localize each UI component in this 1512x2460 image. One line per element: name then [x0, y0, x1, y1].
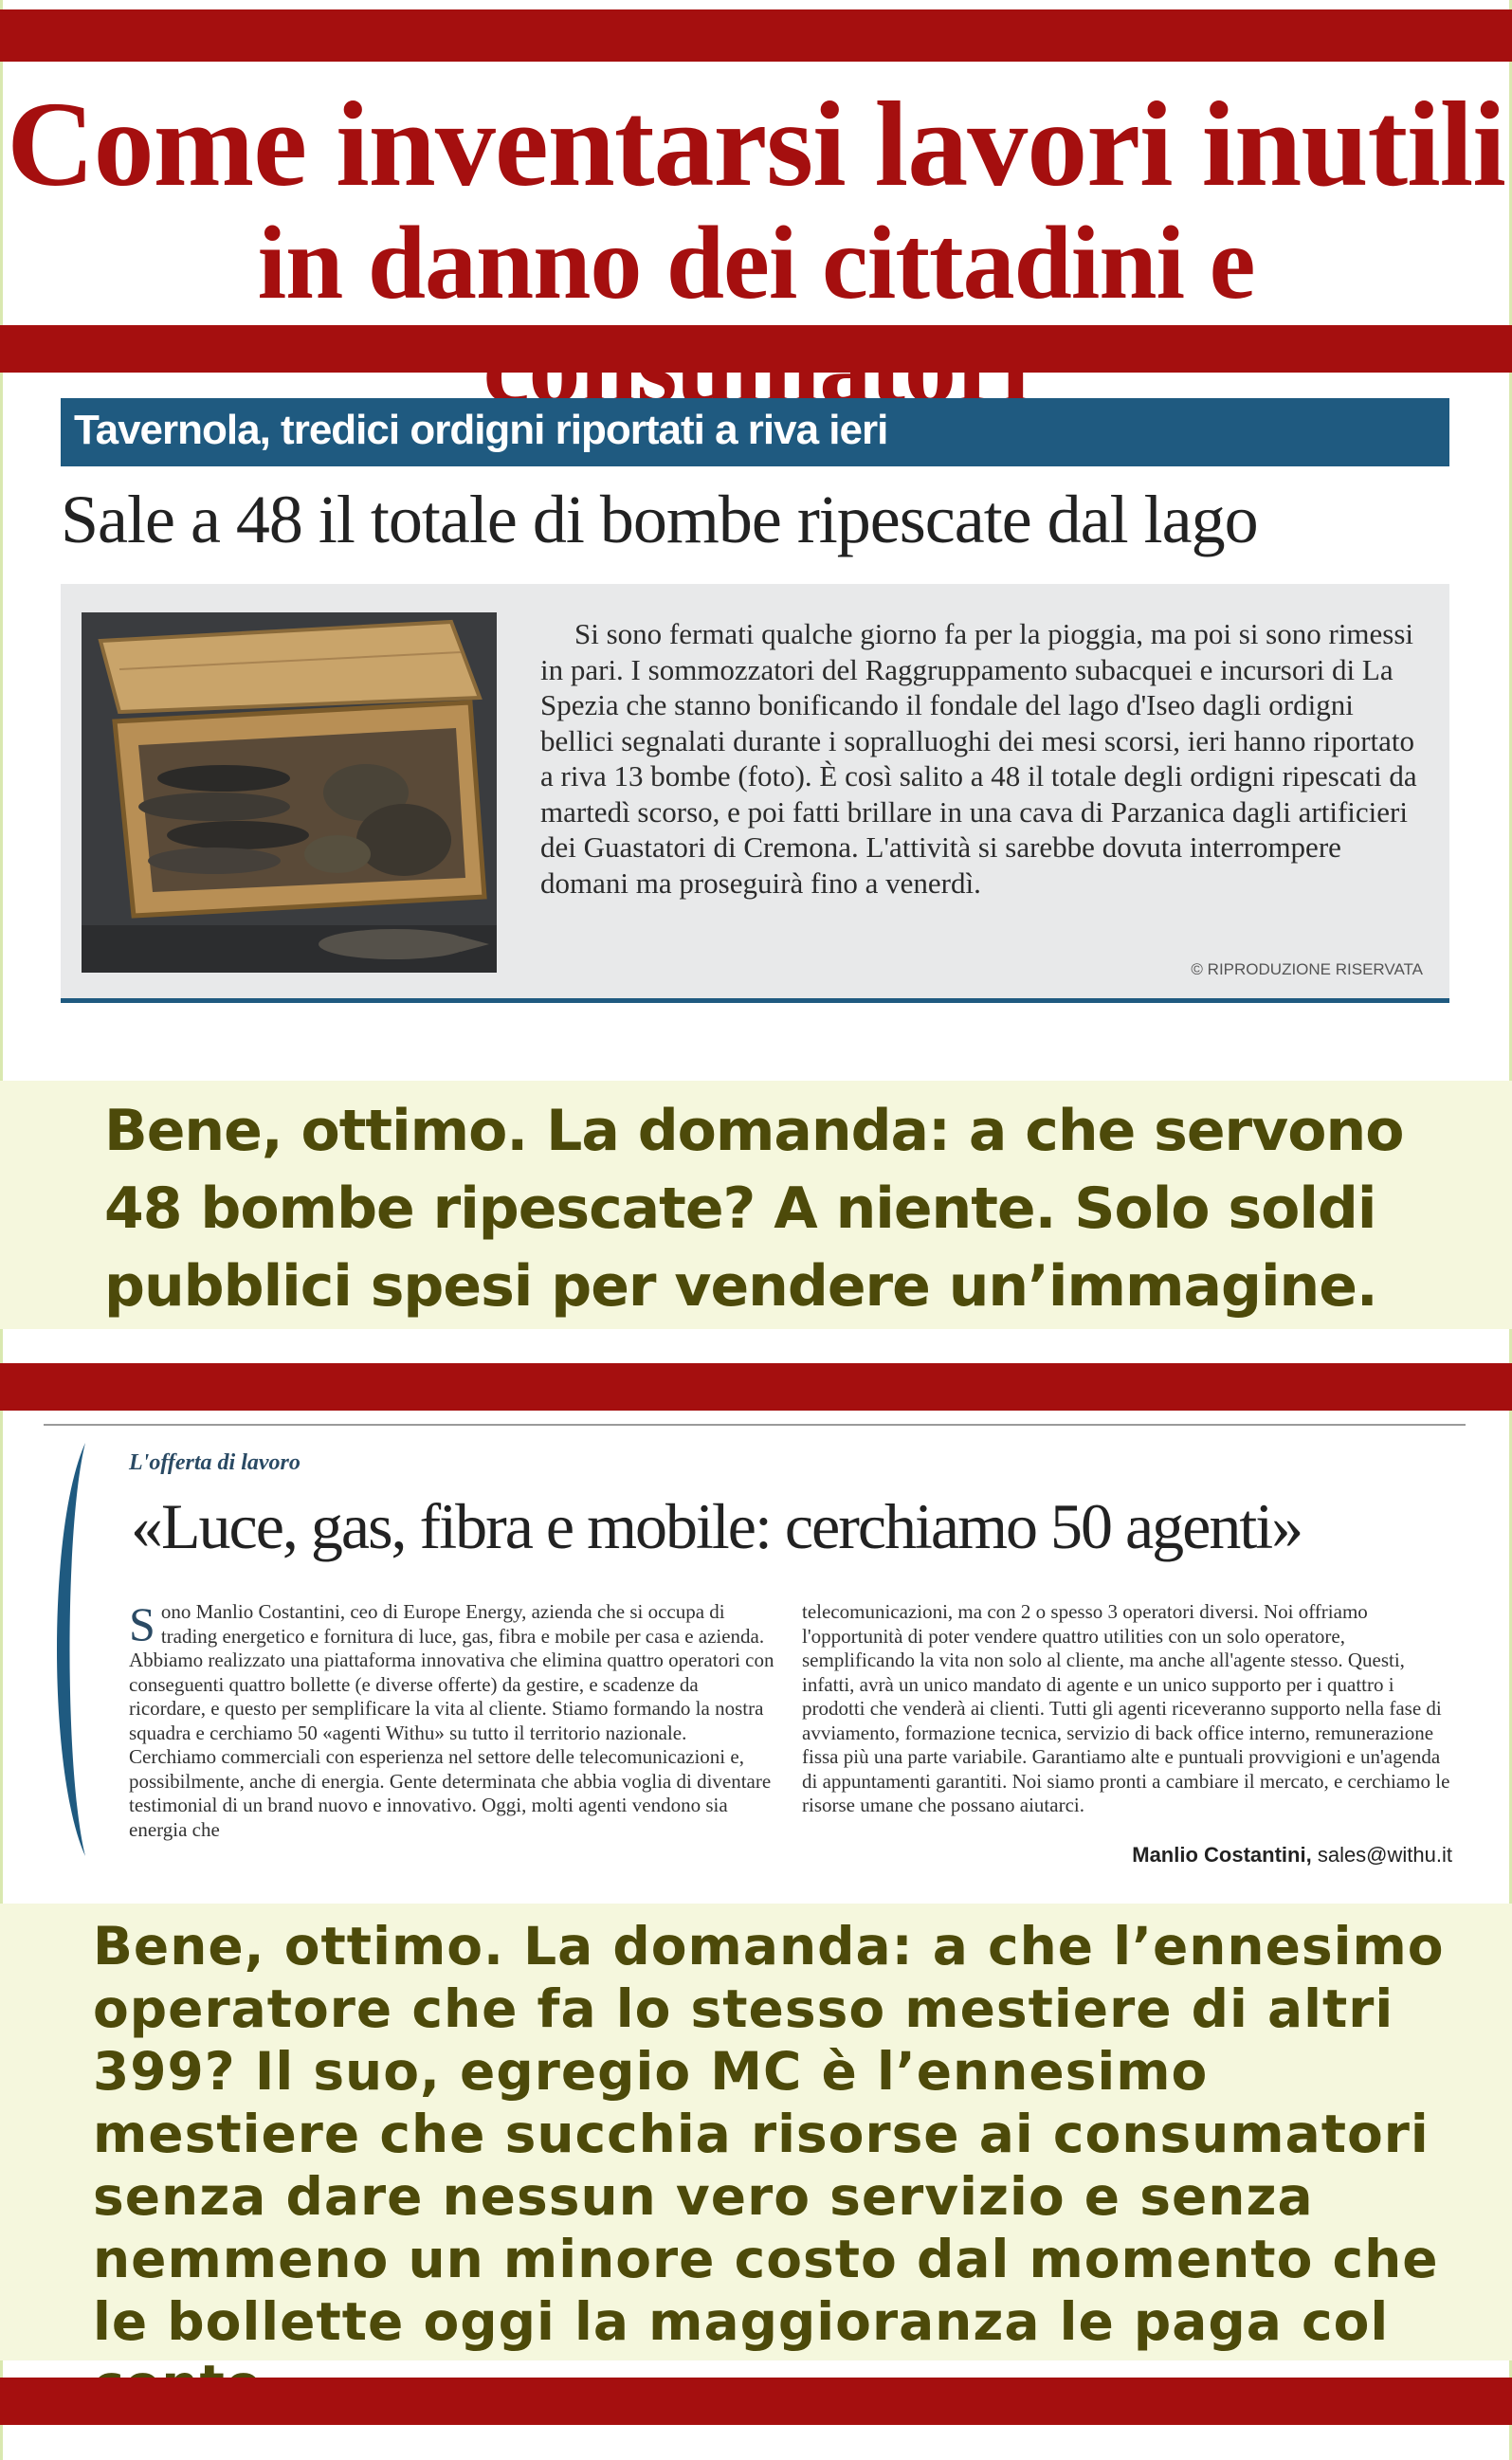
signature-email: sales@withu.it — [1317, 1843, 1452, 1867]
article2-dropcap: S — [129, 1597, 155, 1650]
comment2-text: Bene, ottimo. La domanda: a che l’ennesimo operatore che fa lo stesso mestiere di altri 399? Il suo, egregio MC è l’ennesimo mestiere che succhia risorse ai consumatori senza dare nessun vero servizio e senza nemmeno un minore costo dal momento che le bollette oggi la maggioranza le paga col — [93, 1916, 1445, 2352]
box-of-bombs-image — [82, 612, 497, 973]
article1-body: Si sono fermati qualche giorno fa per la pioggia, ma poi si sono rimessi in pari. I sommozzatori del Raggruppamento subacquei e incursori di La Spezia che stanno bonificando il fondale del lago d'Iseo dagli ordigni bellici segnalati durante i sopralluoghi dei mesi scorsi, ieri hanno riportato a riva 13 bombe (foto). È così salito a 48 il totale degli ordigni ripescati da martedì scorso, e poi fatti brillare in una cava di Parzanica dagli artificieri dei Guastatori di Cremona. L'attività si sarebbe dovuta interrompere domani ma proseguirà fino a venerdì. — [540, 617, 1417, 900]
article1-box — [61, 584, 1449, 1003]
article1-photo — [82, 612, 497, 973]
article2-label: L'offerta di lavoro — [129, 1450, 301, 1475]
article2-clipping — [44, 1424, 1466, 1879]
article2-column-2: telecomunicazioni, ma con 2 o spesso 3 operatori diversi. Noi offriamo l'opportunità di poter vendere quattro utilities con un solo operatore, semplificando la vita non solo al cliente, ma anche all'agente stesso. Questi, infatti, avrà un unico mandato di agente e un unico supporto per i quattro i prodotti che venderà ai clienti. Tutti gli agenti riceveranno supporto nella fase di avviamento, formazione tecnica, servizio di back office interno, remunerazione fissa più una parte variabile. Garantiamo alte e puntuali provvigioni e un'agenda di appuntamenti garantiti. Noi siamo pronti a cambiare il mercato, e cerchiamo le risorse umane che possano aiutarci. — [802, 1600, 1450, 1816]
headline-line-2: in danno dei cittadini e — [257, 205, 1255, 320]
signature-name: Manlio Costantini, — [1132, 1843, 1312, 1867]
bottom-red-bar — [0, 2378, 1512, 2425]
article2-column-1-text: ono Manlio Costantini, ceo di Europe Energy, azienda che si occupa di trading energetico e fornitura di luce, gas, fibra e mobile per casa e azienda. Abbiamo realizzato una piattaforma innovativa che elimina quattro operatori con conseguenti quattro bollette (e diverse offerte) da gestire, e scadenze da ricordare, e questo per semplificare la vita al cliente. Stiamo formando la nostra squadra e cerchiamo 50 «agenti Withu» su tutto il territorio nazionale. Cerchiamo commerciali con esperienza nel settore delle telecomunicazioni e, possibilmente, anche di energia. Gente determinata che abbia voglia di diventare testimonial di un brand nuovo e innovativo. Oggi, molti agenti vendono sia energia che — [129, 1600, 774, 1841]
top-red-bar — [0, 9, 1512, 62]
article2-column-1 — [129, 1597, 777, 1842]
comment1-text: Bene, ottimo. La domanda: a che servono 48 bombe ripescate? A niente. Solo soldi pubblici spesi per vendere un’immagine. — [104, 1098, 1404, 1320]
article2-signature — [1132, 1843, 1452, 1868]
article1-kicker: Tavernola, tredici ordigni riportati a riva ieri — [61, 398, 1449, 466]
red-bar-middle — [0, 1363, 1512, 1411]
article1-copyright: © RIPRODUZIONE RISERVATA — [1191, 960, 1423, 978]
headline-line-1: Come inventarsi lavori inutili — [7, 77, 1505, 211]
article1-title: Sale a 48 il totale di bombe ripescate dal lago — [61, 482, 1258, 557]
open-parenthesis-graphic — [51, 1441, 89, 1858]
article2-title: «Luce, gas, fibra e mobile: cerchiamo 50 agenti» — [131, 1490, 1303, 1562]
red-bar-under-headline — [0, 325, 1512, 373]
